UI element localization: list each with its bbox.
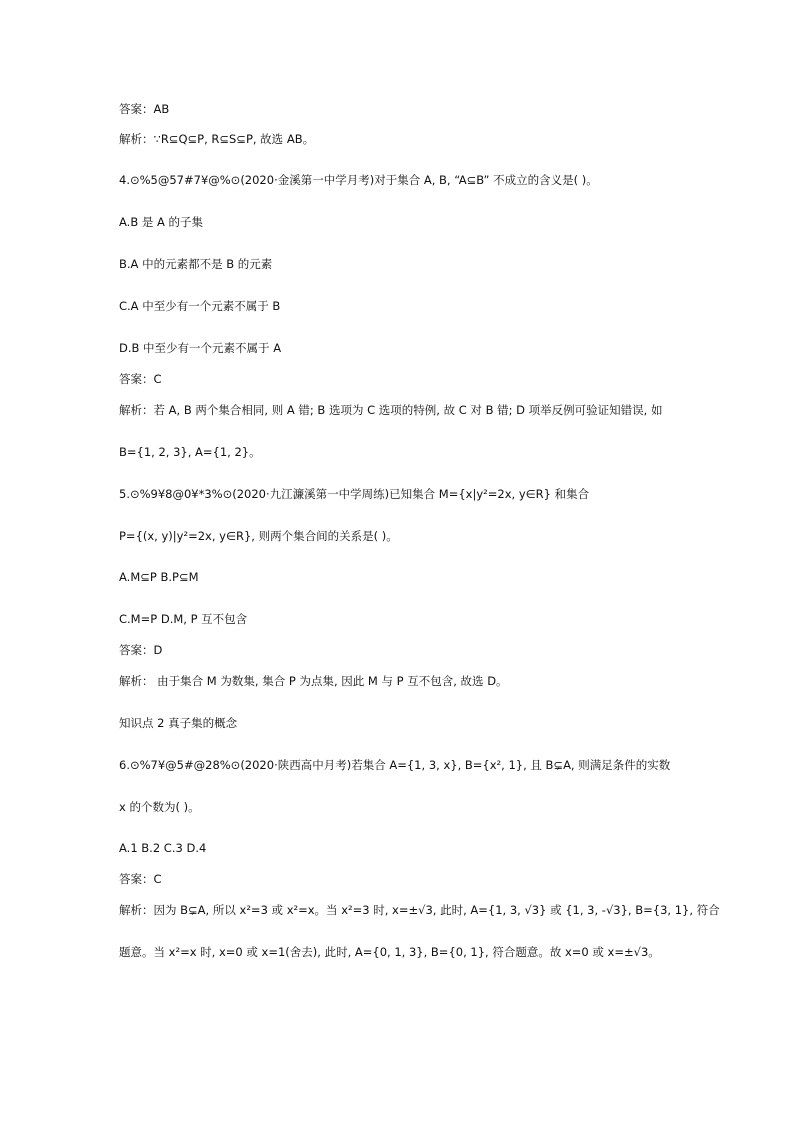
answer-5: 答案：D: [119, 643, 163, 657]
analysis-5: 解析： 由于集合 M 为数集, 集合 P 为点集, 因此 M 与 P 互不包含, 故选 D。: [119, 674, 508, 688]
question-6-line-1: 6.⊙%7¥@5#@28%⊙(2020·陕西高中月考)若集合 A={1, 3, x}, B={x², 1}, 且 B⊊A, 则满足条件的实数: [119, 758, 671, 772]
question-4: 4.⊙%5@57#7¥@%⊙(2020·金溪第一中学月考)对于集合 A, B, “A⊆B” 不成立的含义是( )。: [119, 173, 598, 187]
analysis-6-line-1: 解析：因为 B⊊A, 所以 x²=3 或 x²=x。当 x²=3 时, x=±√3, 此时, A={1, 3, √3} 或 {1, 3, -√3}, B={3, 1}, 符合: [119, 903, 720, 917]
question-5-line-2: P={(x, y)|y²=2x, y∈R}, 则两个集合间的关系是( )。: [119, 529, 398, 543]
analysis-4-line-2: B={1, 2, 3}, A={1, 2}。: [119, 445, 261, 459]
question-4-option-c: C.A 中至少有一个元素不属于 B: [119, 299, 281, 313]
question-5-options-ab: A.M⊆P B.P⊆M: [119, 570, 199, 584]
question-6-options: A.1 B.2 C.3 D.4: [119, 841, 207, 855]
section-heading: 知识点 2 真子集的概念: [119, 716, 238, 730]
question-4-option-a: A.B 是 A 的子集: [119, 215, 204, 229]
analysis-6-line-2: 题意。当 x²=x 时, x=0 或 x=1(舍去), 此时, A={0, 1, 3}, B={0, 1}, 符合题意。故 x=0 或 x=±√3。: [119, 945, 660, 959]
analysis-4-line-1: 解析：若 A, B 两个集合相同, 则 A 错; B 选项为 C 选项的特例, 故 C 对 B 错; D 项举反例可验证知错误, 如: [119, 403, 663, 417]
question-4-option-b: B.A 中的元素都不是 B 的元素: [119, 257, 273, 271]
answer-4: 答案：C: [119, 372, 162, 386]
answer-3: 答案：AB: [119, 102, 170, 116]
answer-6: 答案：C: [119, 872, 162, 886]
question-5-line-1: 5.⊙%9¥8@0¥*3%⊙(2020·九江濂溪第一中学周练)已知集合 M={x|y²=2x, y∈R} 和集合: [119, 487, 590, 501]
question-5-options-cd: C.M=P D.M, P 互不包含: [119, 612, 248, 626]
question-6-line-2: x 的个数为( )。: [119, 800, 200, 814]
question-4-option-d: D.B 中至少有一个元素不属于 A: [119, 341, 282, 355]
analysis-3: 解析：∵R⊆Q⊆P, R⊆S⊆P, 故选 AB。: [119, 132, 315, 146]
